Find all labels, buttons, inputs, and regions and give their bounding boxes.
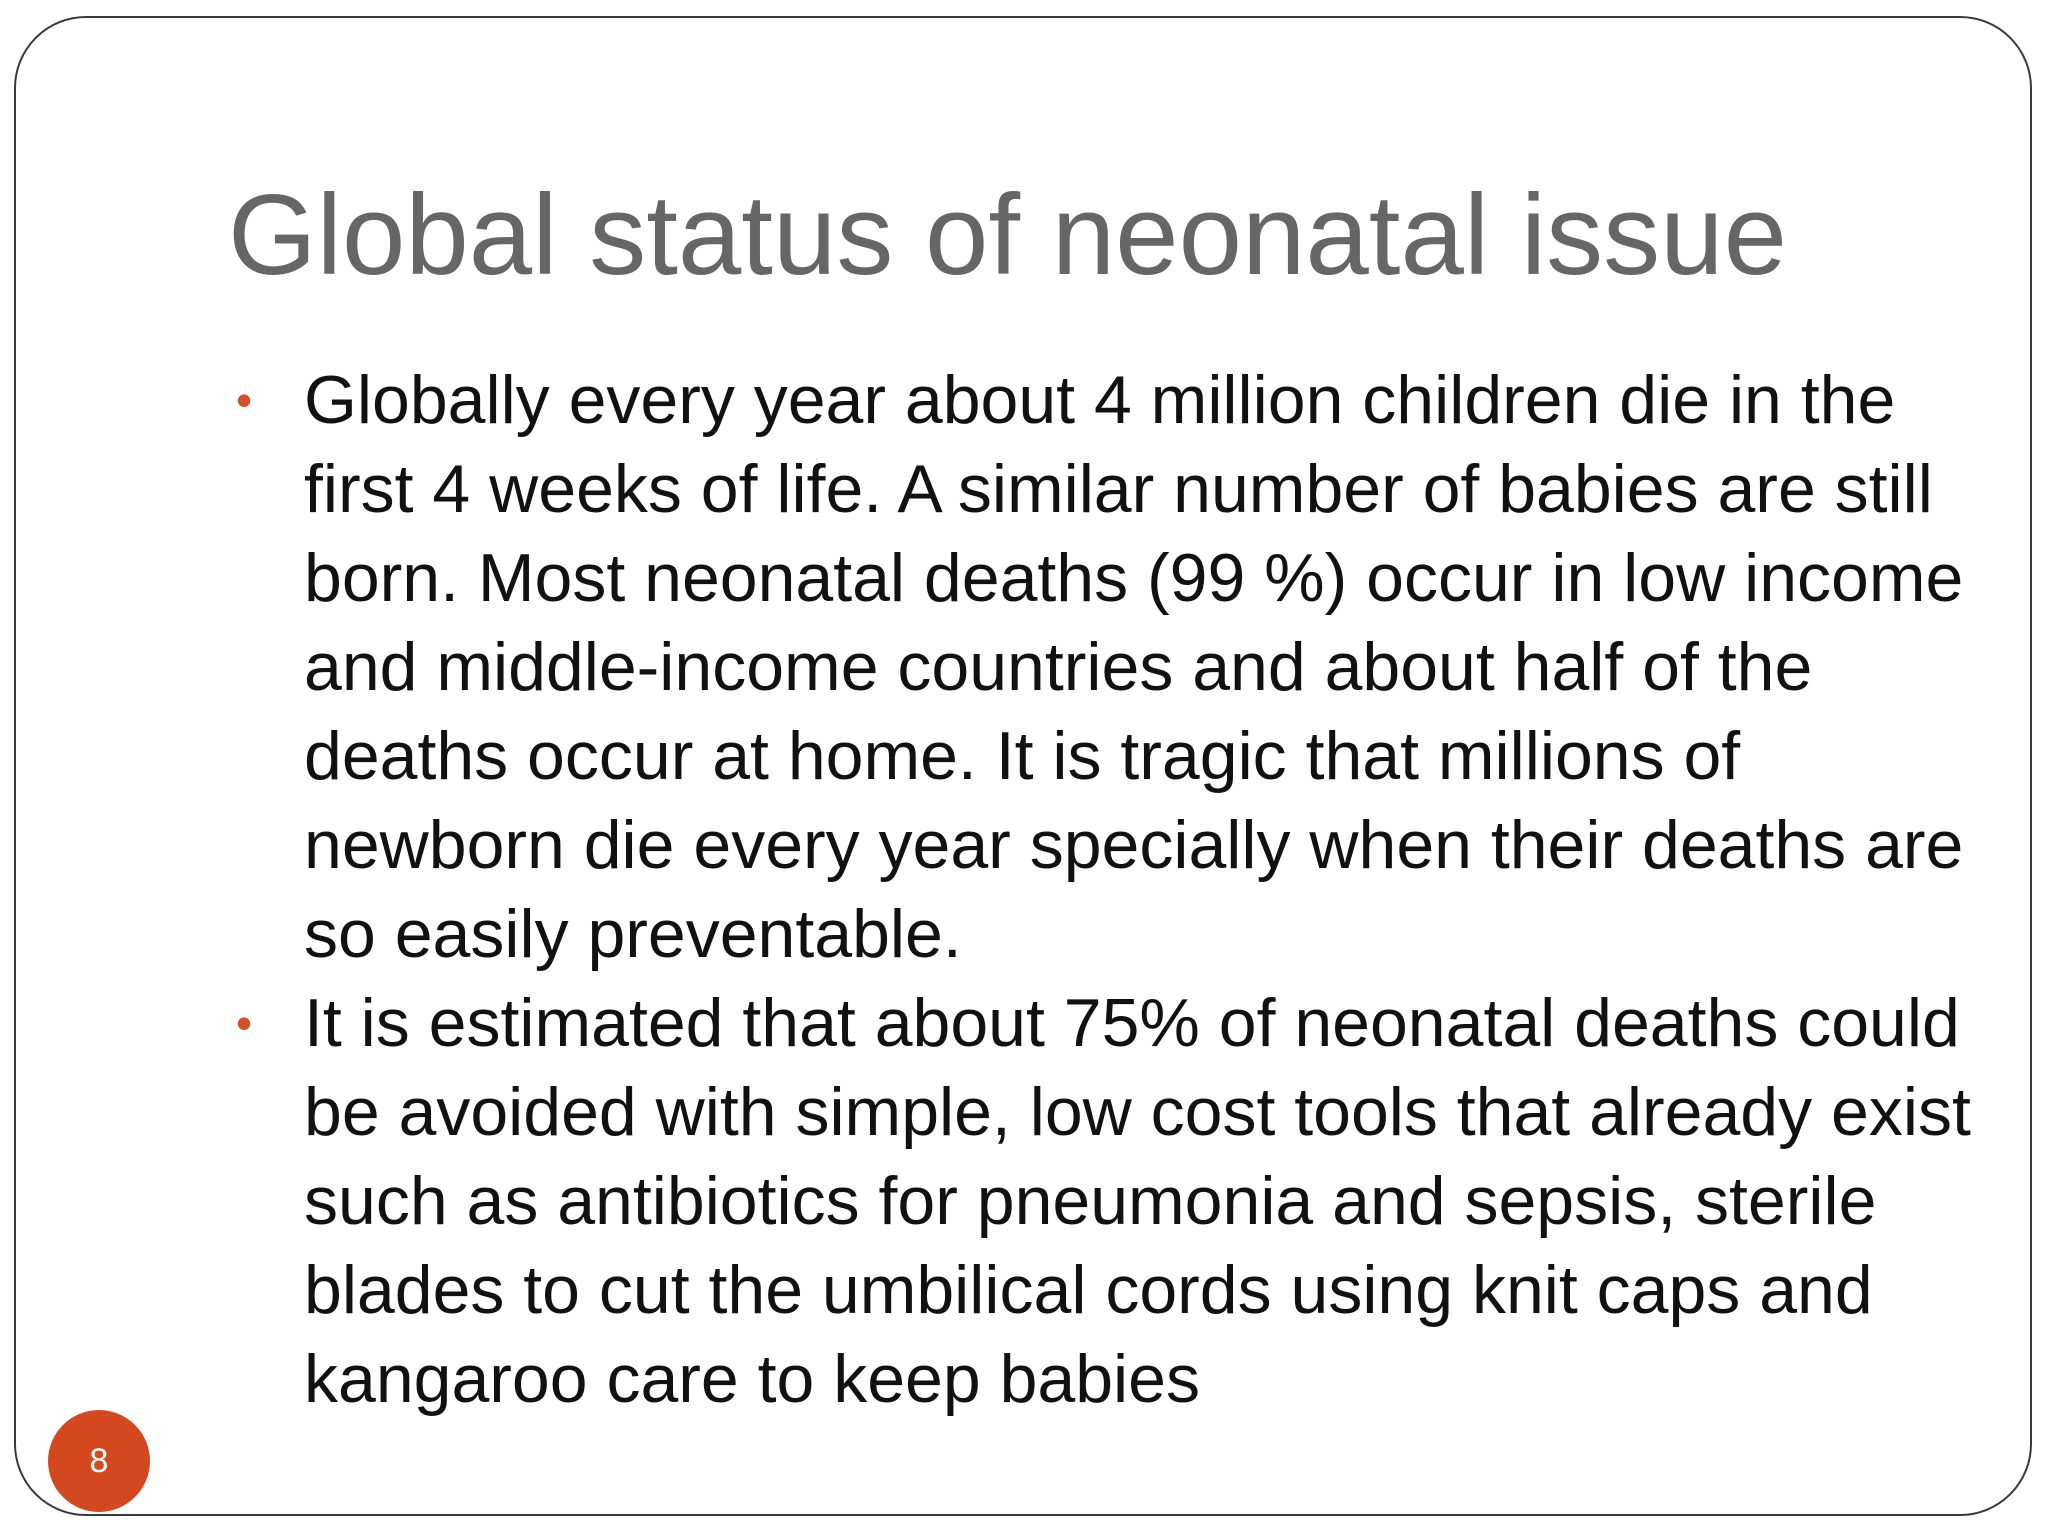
bullet-marker-icon: • [236,997,253,1049]
bullet-item [228,356,2008,979]
bullet-marker-icon: • [236,374,253,426]
slide-title: Global status of neonatal issue [228,172,1787,299]
bullet-list [228,356,2008,1424]
page-number-badge: 8 [48,1410,150,1512]
slide-frame [14,16,2032,1516]
bullet-item [228,979,2008,1424]
bullet-text: Globally every year about 4 million children die in the first 4 weeks of life. A similar number of babies are still born. Most neonatal deaths (99 %) occur in low income and middle-income countries and about half of the deaths occur at home. It is tragic that millions of newborn die every year specially when their deaths are so easily preventable. [304,362,1964,972]
bullet-text: It is estimated that about 75% of neonatal deaths could be avoided with simple, low cost tools that already exist such as antibiotics for pneumonia and sepsis, sterile blades to cut the umbilical cords using knit caps and kangaroo care to keep babies [304,985,1971,1417]
